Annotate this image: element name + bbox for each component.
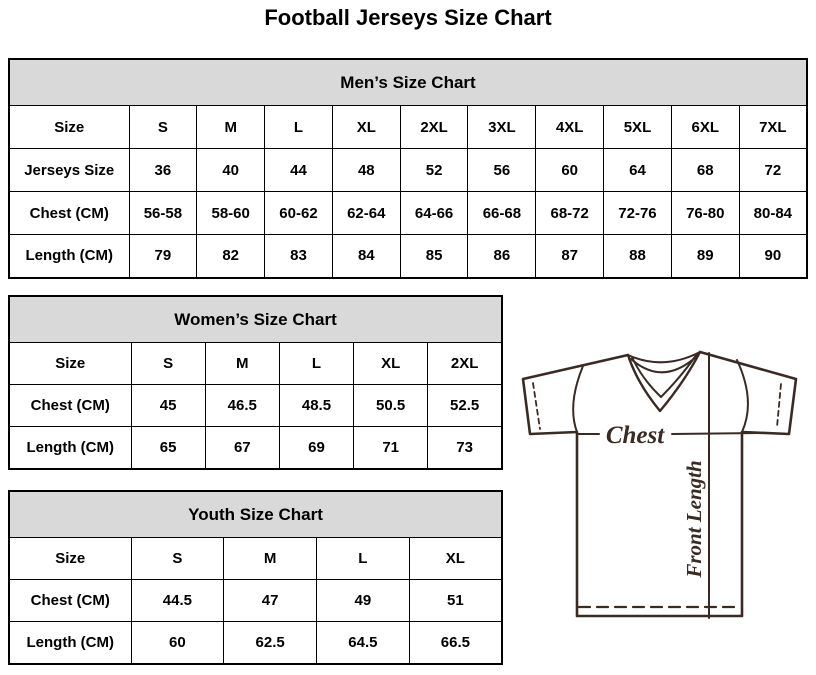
men-cell: 56 [468, 149, 536, 192]
men-cell: 89 [671, 235, 739, 278]
men-cell: 82 [197, 235, 265, 278]
front-length-label: Front Length [682, 460, 706, 578]
womens-size-table [8, 295, 503, 470]
women-cell: 46.5 [205, 385, 279, 427]
men-cell: 4XL [536, 106, 604, 149]
men-table-title: Men’s Size Chart [9, 59, 807, 106]
youth-table-row-1 [9, 580, 502, 622]
women-row-label: Length (CM) [9, 427, 131, 469]
men-table-row-2 [9, 192, 807, 235]
youth-row-label: Size [9, 538, 131, 580]
youth-cell: 62.5 [224, 622, 317, 664]
jersey-armhole-left [573, 366, 583, 432]
youth-cell: 47 [224, 580, 317, 622]
men-cell: M [197, 106, 265, 149]
youth-size-table [8, 490, 503, 665]
men-cell: 64 [604, 149, 672, 192]
jersey-outline [523, 352, 796, 616]
youth-cell: M [224, 538, 317, 580]
youth-cell: 66.5 [409, 622, 502, 664]
youth-table-header-row [9, 491, 502, 538]
women-cell: 48.5 [279, 385, 353, 427]
men-row-label: Length (CM) [9, 235, 129, 278]
women-table-row-2 [9, 427, 502, 469]
youth-cell: 49 [317, 580, 410, 622]
men-table-row-3 [9, 235, 807, 278]
women-cell: S [131, 343, 205, 385]
men-cell: 76-80 [671, 192, 739, 235]
men-cell: 66-68 [468, 192, 536, 235]
men-cell: 36 [129, 149, 197, 192]
men-cell: 60 [536, 149, 604, 192]
youth-row-label: Length (CM) [9, 622, 131, 664]
men-row-label: Chest (CM) [9, 192, 129, 235]
men-table-row-0 [9, 106, 807, 149]
men-cell: 40 [197, 149, 265, 192]
men-cell: 72-76 [604, 192, 672, 235]
jersey-armhole-right [737, 360, 748, 432]
jersey-collar-outer [628, 352, 700, 411]
women-table-title: Women’s Size Chart [9, 296, 502, 343]
women-cell: 65 [131, 427, 205, 469]
men-cell: 7XL [739, 106, 807, 149]
men-cell: 60-62 [265, 192, 333, 235]
men-cell: 58-60 [197, 192, 265, 235]
men-cell: 85 [400, 235, 468, 278]
women-row-label: Size [9, 343, 131, 385]
youth-cell: 51 [409, 580, 502, 622]
youth-cell: L [317, 538, 410, 580]
men-cell: 64-66 [400, 192, 468, 235]
men-cell: 52 [400, 149, 468, 192]
men-cell: 90 [739, 235, 807, 278]
women-cell: 67 [205, 427, 279, 469]
men-cell: 87 [536, 235, 604, 278]
men-cell: 3XL [468, 106, 536, 149]
women-cell: M [205, 343, 279, 385]
men-cell: 44 [265, 149, 333, 192]
women-table-header-row [9, 296, 502, 343]
youth-table-row-0 [9, 538, 502, 580]
youth-cell: 44.5 [131, 580, 224, 622]
women-row-label: Chest (CM) [9, 385, 131, 427]
women-cell: 50.5 [354, 385, 428, 427]
men-cell: 62-64 [332, 192, 400, 235]
chest-measure-line-right [672, 433, 760, 434]
youth-cell: 60 [131, 622, 224, 664]
men-table-header-row [9, 59, 807, 106]
women-table-row-1 [9, 385, 502, 427]
men-cell: 6XL [671, 106, 739, 149]
men-cell: 79 [129, 235, 197, 278]
youth-row-label: Chest (CM) [9, 580, 131, 622]
men-cell: 56-58 [129, 192, 197, 235]
men-cell: 48 [332, 149, 400, 192]
sleeve-seam-dashed-right [777, 384, 781, 427]
women-cell: 69 [279, 427, 353, 469]
women-cell: 2XL [428, 343, 502, 385]
men-cell: 68 [671, 149, 739, 192]
youth-cell: S [131, 538, 224, 580]
men-row-label: Size [9, 106, 129, 149]
mens-size-table [8, 58, 808, 279]
page-title: Football Jerseys Size Chart [264, 5, 552, 30]
women-cell: 71 [354, 427, 428, 469]
men-cell: 72 [739, 149, 807, 192]
women-cell: 73 [428, 427, 502, 469]
women-cell: XL [354, 343, 428, 385]
men-row-label: Jerseys Size [9, 149, 129, 192]
jersey-measurement-diagram [515, 333, 815, 623]
youth-cell: 64.5 [317, 622, 410, 664]
men-cell: 88 [604, 235, 672, 278]
men-cell: 84 [332, 235, 400, 278]
women-cell: L [279, 343, 353, 385]
men-cell: 80-84 [739, 192, 807, 235]
youth-table-row-2 [9, 622, 502, 664]
men-cell: S [129, 106, 197, 149]
men-cell: 68-72 [536, 192, 604, 235]
men-cell: 2XL [400, 106, 468, 149]
youth-cell: XL [409, 538, 502, 580]
women-cell: 45 [131, 385, 205, 427]
men-cell: XL [332, 106, 400, 149]
youth-table-title: Youth Size Chart [9, 491, 502, 538]
men-cell: 83 [265, 235, 333, 278]
women-cell: 52.5 [428, 385, 502, 427]
men-cell: L [265, 106, 333, 149]
men-table-row-1 [9, 149, 807, 192]
women-table-row-0 [9, 343, 502, 385]
chest-label: Chest [605, 422, 665, 449]
jersey-collar-arc-top [628, 352, 700, 362]
men-cell: 5XL [604, 106, 672, 149]
sleeve-seam-dashed-left [533, 383, 540, 429]
men-cell: 86 [468, 235, 536, 278]
